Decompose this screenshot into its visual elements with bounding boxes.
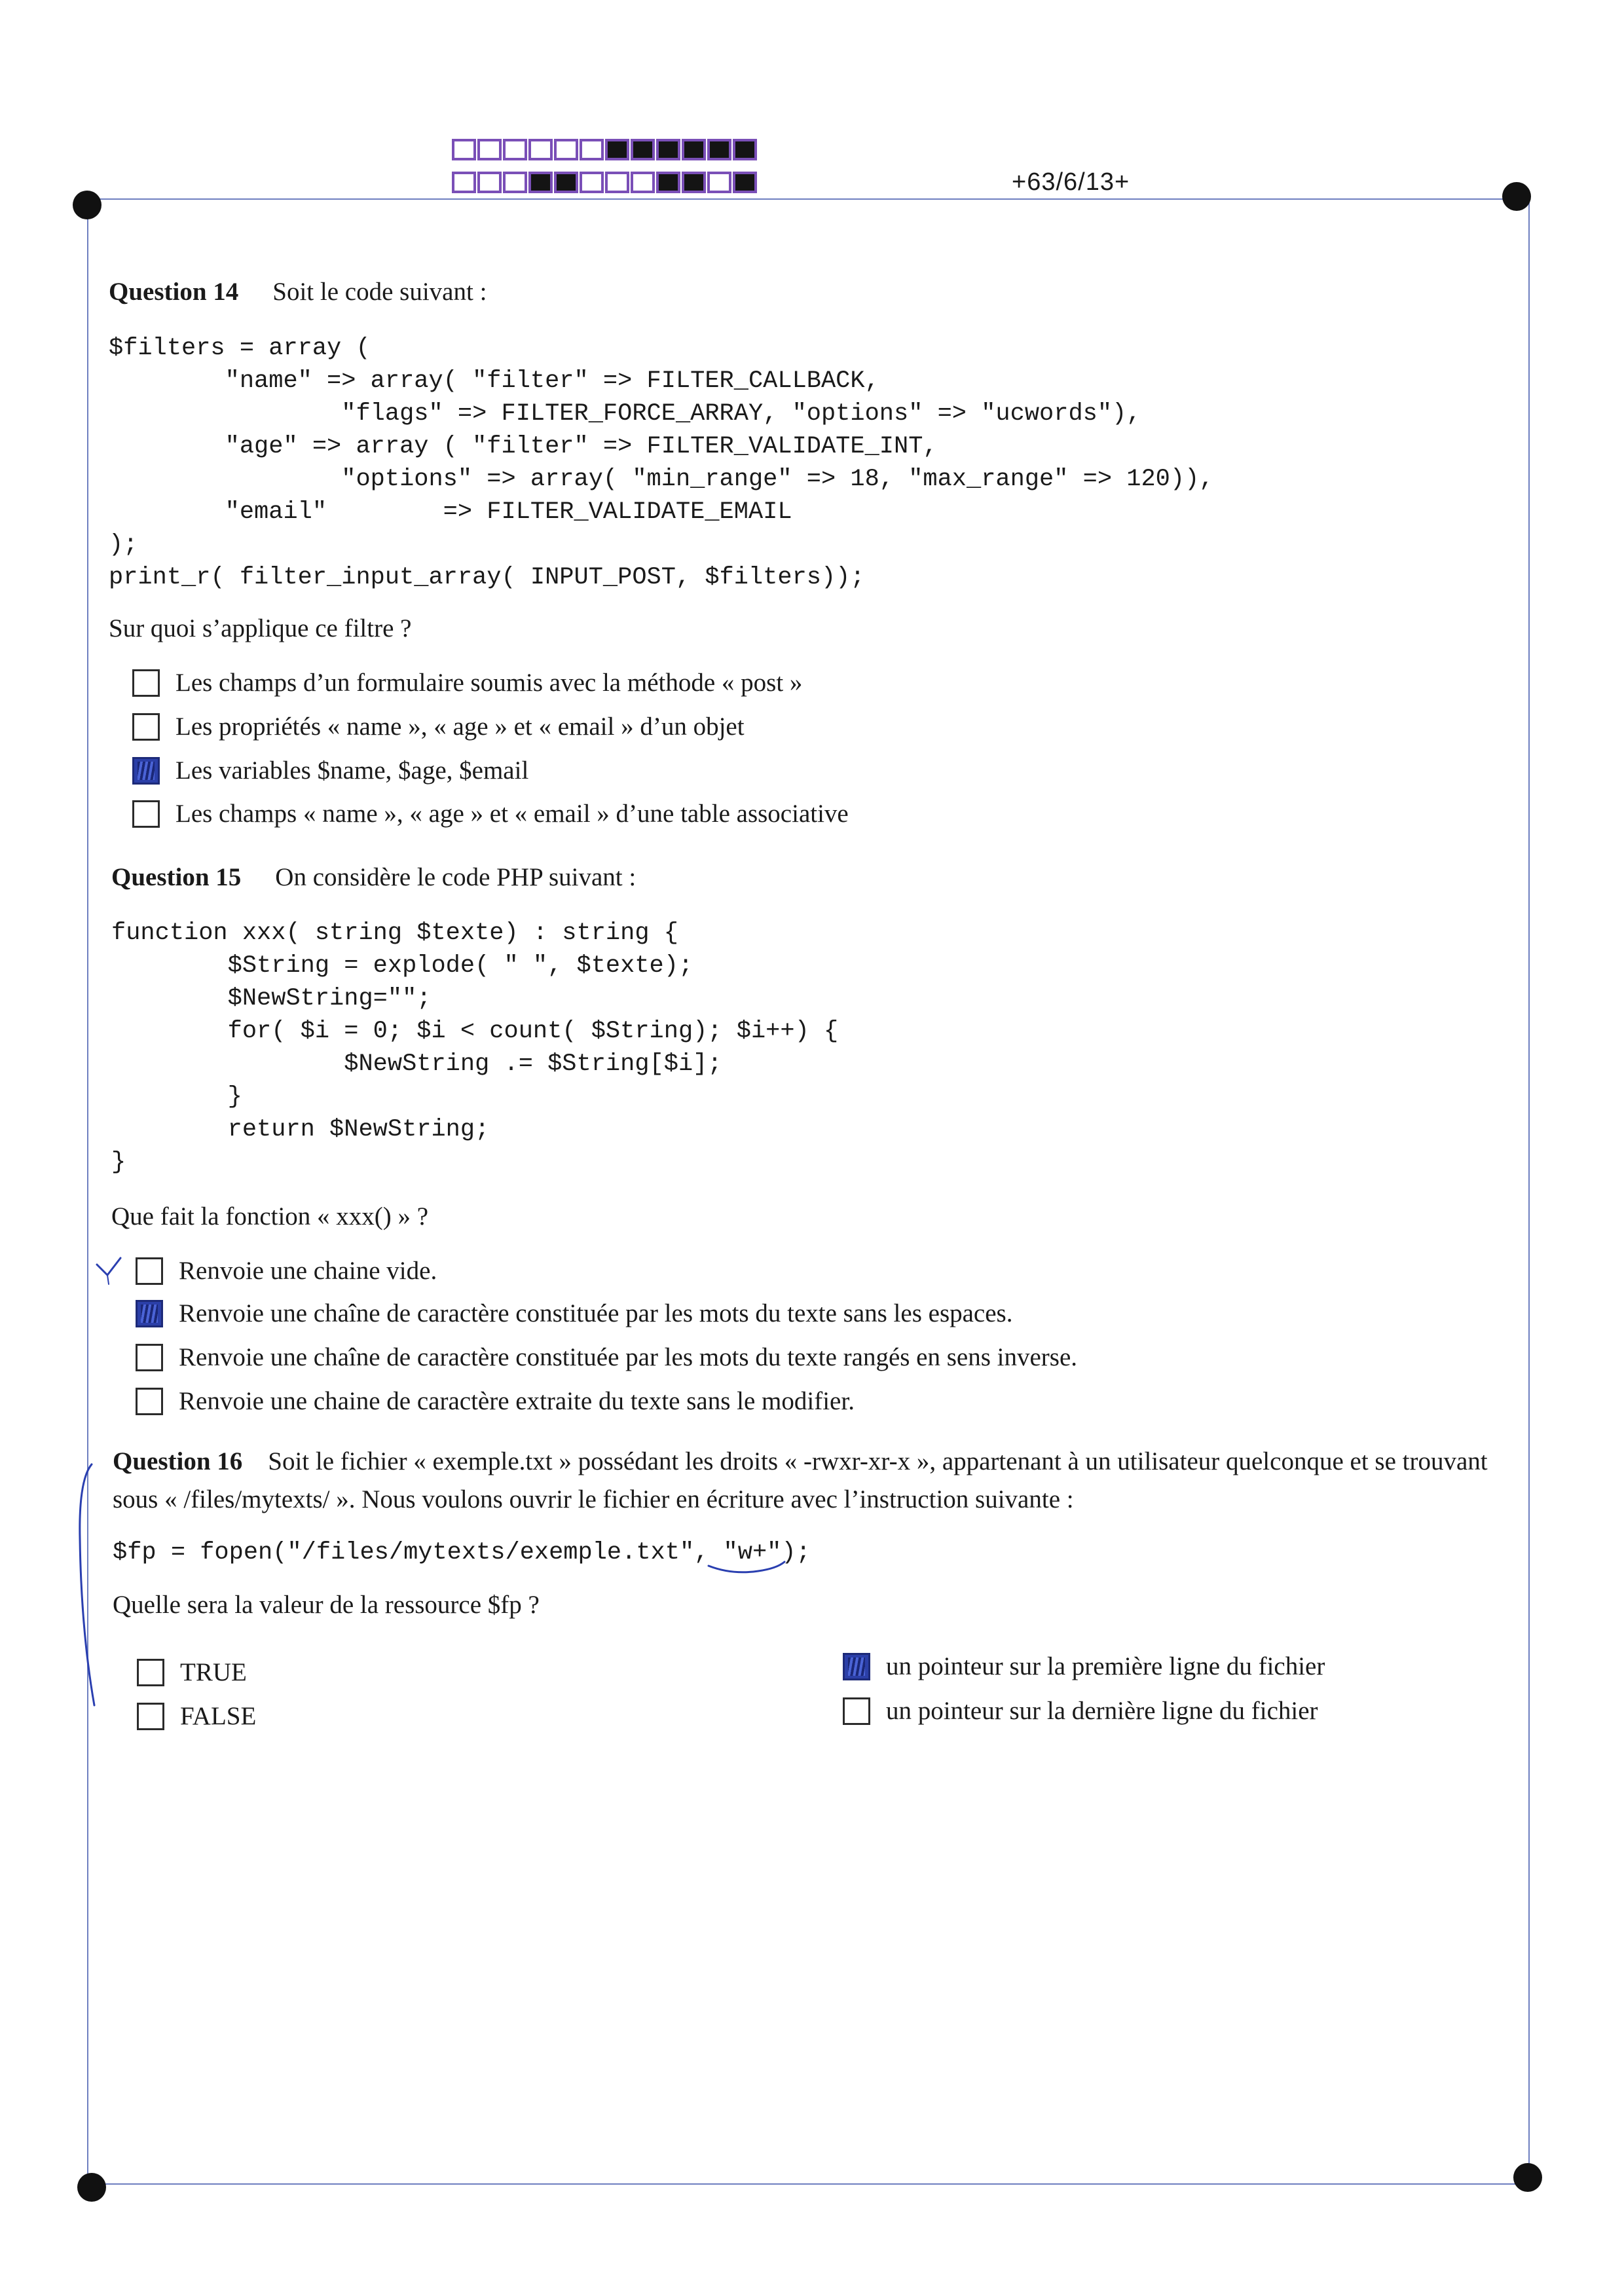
pen-mark-bracket — [72, 1460, 98, 1709]
question-15-choice-3[interactable] — [136, 1342, 1077, 1372]
question-15-choice-4-label: Renvoie une chaine de caractère extraite du texte sans le modifier. — [179, 1387, 855, 1415]
question-16-choice-false[interactable] — [137, 1701, 256, 1731]
question-14-checkbox-4[interactable] — [132, 800, 160, 828]
question-16-checkbox-false[interactable] — [137, 1703, 164, 1730]
question-15-choice-3-label: Renvoie une chaîne de caractère constituée par les mots du texte rangés en sens inverse. — [179, 1343, 1078, 1371]
question-15-prompt: Que fait la fonction « xxx() » ? — [111, 1202, 429, 1231]
question-14-prompt: Sur quoi s’applique ce filtre ? — [109, 614, 412, 642]
question-16-checkbox-last-line[interactable] — [843, 1697, 870, 1725]
question-16-choice-true-label: TRUE — [180, 1658, 247, 1686]
question-14-checkbox-1[interactable] — [132, 669, 160, 697]
question-15-choice-1[interactable] — [136, 1256, 437, 1286]
pen-mark-tick — [94, 1254, 123, 1287]
question-16-prompt: Quelle sera la valeur de la ressource $fp ? — [113, 1591, 540, 1619]
corner-mark-bottom-right — [1513, 2163, 1542, 2192]
question-16-choice-first-line[interactable] — [843, 1652, 1325, 1681]
question-16-code: $fp = fopen("/files/mytexts/exemple.txt", "w+"); — [113, 1539, 811, 1566]
corner-mark-top-right — [1502, 182, 1531, 211]
question-15-number: Question 15 — [111, 863, 242, 891]
question-14-code: $filters = array ( "name" => array( "filter" => FILTER_CALLBACK, "flags" => FILTER_FORCE_ARRAY, "options" => "ucwords"), "age" => array ( "filter" => FILTER_VALIDATE_INT, "options" => array( "min_range" => 18, "max_range" => 120)), "email" => FILTER_VALIDATE_EMAIL ); print_r( filter_input_array( INPUT_POST, $filters)); — [109, 335, 1214, 591]
question-14-choice-3-label: Les variables $name, $age, $email — [175, 756, 529, 785]
question-14-choice-1-label: Les champs d’un formulaire soumis avec la méthode « post » — [175, 669, 803, 697]
question-15-choice-2-label: Renvoie une chaîne de caractère constituée par les mots du texte sans les espaces. — [179, 1299, 1013, 1327]
question-16-heading — [113, 1443, 1514, 1519]
question-14-choice-4[interactable] — [132, 799, 849, 828]
question-16-choice-last-line[interactable] — [843, 1696, 1318, 1726]
question-16-checkbox-true[interactable] — [137, 1659, 164, 1686]
question-15-checkbox-4[interactable] — [136, 1388, 163, 1415]
question-14-intro: Soit le code suivant : — [272, 278, 487, 306]
question-16-choice-last-line-label: un pointeur sur la dernière ligne du fichier — [886, 1697, 1318, 1725]
page-id: +63/6/13+ — [1012, 168, 1130, 196]
question-14-choice-2[interactable] — [132, 712, 745, 741]
corner-mark-bottom-left — [77, 2173, 106, 2202]
question-15-checkbox-1[interactable] — [136, 1257, 163, 1285]
question-16-intro: Soit le fichier « exemple.txt » possédant les droits « -rwxr-xr-x », appartenant à un utilisateur quelconque et se trouvant sous « /files/mytexts/ ». Nous voulons ouvrir le fichier en écriture avec l’instruction suivante : — [113, 1447, 1488, 1513]
question-14-choice-2-label: Les propriétés « name », « age » et « email » d’un objet — [175, 713, 745, 741]
question-14-heading — [109, 277, 487, 306]
question-15-heading — [111, 862, 636, 892]
question-16-choice-true[interactable] — [137, 1657, 247, 1687]
question-14-choice-1[interactable] — [132, 668, 802, 697]
question-14-number: Question 14 — [109, 278, 239, 306]
question-15-checkbox-3[interactable] — [136, 1344, 163, 1371]
question-14-choice-3[interactable] — [132, 756, 528, 785]
question-15-choice-2[interactable] — [136, 1299, 1012, 1328]
question-14-checkbox-2[interactable] — [132, 713, 160, 741]
barcode-row-1 — [452, 139, 758, 160]
question-16-checkbox-first-line-checked[interactable] — [843, 1653, 870, 1680]
question-16-number: Question 16 — [113, 1447, 243, 1475]
question-15-choice-4[interactable] — [136, 1386, 855, 1416]
question-15-intro: On considère le code PHP suivant : — [275, 863, 637, 891]
question-14-checkbox-3-checked[interactable] — [132, 757, 160, 785]
corner-mark-top-left — [73, 191, 101, 219]
question-16-choice-first-line-label: un pointeur sur la première ligne du fichier — [886, 1652, 1325, 1680]
question-15-code: function xxx( string $texte) : string { $String = explode( " ", $texte); $NewString=""; for( $i = 0; $i < count( $String); $i++) { $NewString .= $String[$i]; } return $NewString; } — [111, 919, 839, 1176]
question-15-checkbox-2-checked[interactable] — [136, 1300, 163, 1327]
question-16-choice-false-label: FALSE — [180, 1702, 257, 1730]
question-14-choice-4-label: Les champs « name », « age » et « email » d’une table associative — [175, 800, 849, 828]
pen-mark-underline — [706, 1561, 787, 1576]
question-15-choice-1-label: Renvoie une chaine vide. — [179, 1257, 437, 1285]
barcode-row-2 — [452, 172, 758, 193]
